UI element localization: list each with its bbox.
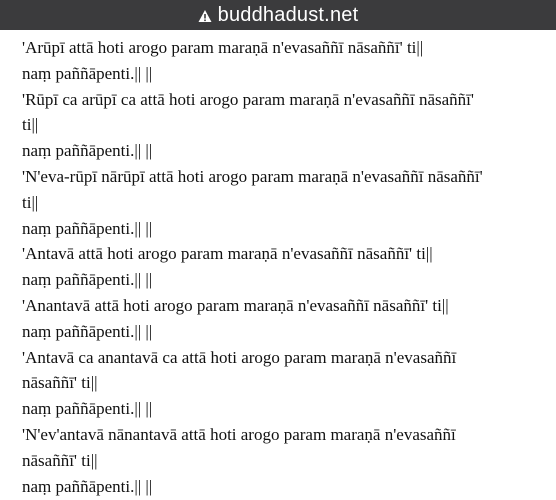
verse-line: nāsaññī' ti|| — [22, 373, 98, 393]
verse-line: naṃ paññāpenti.|| || — [22, 476, 153, 496]
warning-triangle-icon — [198, 9, 212, 23]
verse — [22, 164, 552, 241]
verse-line: 'Anantavā attā hoti arogo param maraṇā n'evasaññī nāsaññī' ti|| — [22, 295, 449, 315]
verse — [22, 422, 552, 499]
verse-line: 'N'ev'antavā nānantavā attā hoti arogo param maraṇā n'evasaññī — [22, 424, 456, 444]
verse — [22, 241, 552, 293]
verse-line: ti|| — [22, 115, 39, 135]
verse — [22, 293, 552, 345]
verse-line: 'Rūpī ca arūpī ca attā hoti arogo param maraṇā n'evasaññī nāsaññī' — [22, 89, 474, 109]
verse-line: naṃ paññāpenti.|| || — [22, 399, 153, 419]
pali-text-content — [22, 35, 552, 499]
verse-line: 'Arūpī attā hoti arogo param maraṇā n'evasaññī nāsaññī' ti|| — [22, 38, 424, 57]
verse-line: naṃ paññāpenti.|| || — [22, 270, 153, 290]
verse — [22, 345, 552, 422]
verse-line: naṃ paññāpenti.|| || — [22, 218, 153, 238]
verse-line: ti|| — [22, 192, 39, 212]
verse-line: naṃ paññāpenti.|| || — [22, 141, 153, 161]
verse-line: 'Antavā ca anantavā ca attā hoti arogo param maraṇā n'evasaññī — [22, 347, 457, 367]
address-domain[interactable]: buddhadust.net — [217, 3, 359, 26]
verse-line: naṃ paññāpenti.|| || — [22, 63, 153, 83]
verse-line: naṃ paññāpenti.|| || — [22, 321, 153, 341]
verse-line: 'Antavā attā hoti arogo param maraṇā n'evasaññī nāsaññī' ti|| — [22, 244, 433, 264]
browser-address-bar[interactable] — [0, 0, 556, 30]
verse — [22, 35, 552, 87]
verse-line: nāsaññī' ti|| — [22, 450, 98, 470]
verse — [22, 87, 552, 164]
verse-line: 'N'eva-rūpī nārūpī attā hoti arogo param maraṇā n'evasaññī nāsaññī' — [22, 166, 483, 186]
